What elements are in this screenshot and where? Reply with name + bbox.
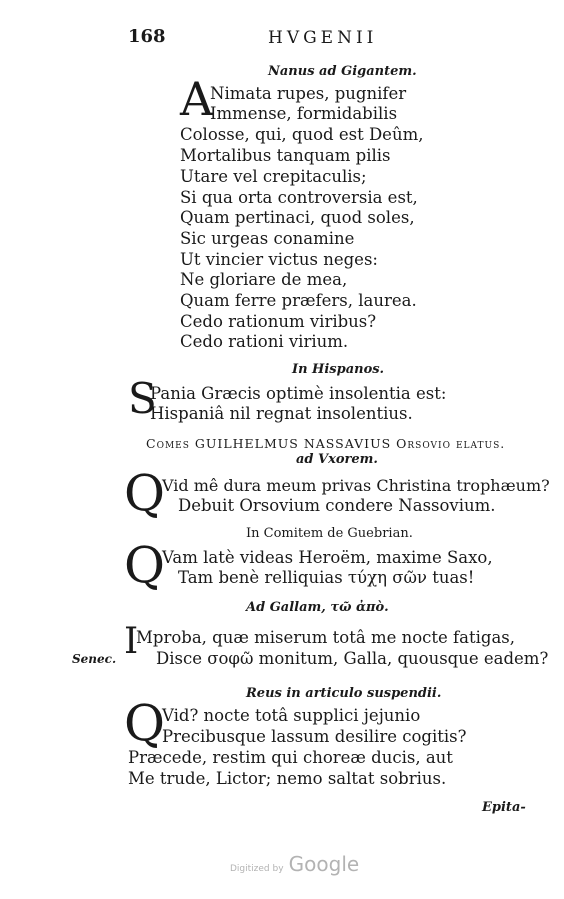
verse-line: Ut vincier victus neges:: [180, 250, 378, 269]
poem-heading: Reus in articulo suspendii.: [246, 686, 442, 701]
google-logo: Google: [288, 852, 360, 876]
poem-heading: Comes GUILHELMUS NASSAVIUS Orsovio elatus.: [146, 436, 506, 451]
verse-line: Vid mê dura meum privas Christina trophæum?: [162, 476, 550, 495]
drop-initial: Q: [124, 536, 165, 594]
margin-note: Senec.: [72, 652, 117, 666]
verse-line: Precibusque lassum desilire cogitis?: [162, 727, 467, 746]
verse-line: Pania Græcis optimè insolentia est:: [150, 384, 447, 403]
verse-line: Mproba, quæ miserum totâ me nocte fatigas,: [136, 628, 516, 647]
poem-heading: Nanus ad Gigantem.: [268, 64, 417, 79]
watermark-prefix: Digitized by: [230, 864, 284, 874]
verse-line: Debuit Orsovium condere Nassovium.: [178, 496, 496, 515]
drop-initial: Q: [124, 464, 165, 522]
verse-line: Quam ferre præfers, laurea.: [180, 291, 417, 310]
drop-initial: S: [128, 374, 157, 423]
verse-line: Utare vel crepitaculis;: [180, 167, 367, 186]
poem-heading: In Hispanos.: [292, 362, 385, 377]
poem-subheading: ad Vxorem.: [296, 452, 378, 467]
verse-line: Vid? nocte totâ supplici jejunio: [162, 706, 421, 725]
verse-line: Immense, formidabilis: [210, 104, 398, 123]
verse-line: Præcede, restim qui choreæ ducis, aut: [128, 748, 453, 767]
verse-line: Si qua orta controversia est,: [180, 188, 418, 207]
drop-initial: I: [124, 621, 139, 662]
drop-initial: A: [180, 72, 214, 126]
verse-line: Me trude, Lictor; nemo saltat sobrius.: [128, 769, 447, 788]
poem-heading: Ad Gallam, τῶ ἀπὸ.: [246, 600, 389, 615]
verse-line: Vam latè videas Heroëm, maxime Saxo,: [162, 548, 493, 567]
digitization-watermark: [230, 852, 359, 876]
verse-line: Nimata rupes, pugnifer: [210, 84, 407, 103]
verse-line: Hispaniâ nil regnat insolentius.: [150, 404, 413, 423]
verse-line: Cedo rationum viribus?: [180, 312, 377, 331]
verse-line: Ne gloriare de mea,: [180, 270, 348, 289]
poem-heading: In Comitem de Guebrian.: [246, 526, 413, 541]
catchword: Epita-: [482, 800, 526, 815]
verse-line: Cedo rationi virium.: [180, 332, 349, 351]
verse-line: Disce σοφῶ monitum, Galla, quousque eadem?: [156, 649, 549, 668]
verse-line: Quam pertinaci, quod soles,: [180, 208, 415, 227]
verse-line: Tam benè relliquias τύχη σῶν tuas!: [178, 568, 475, 587]
running-head: HVGENII: [268, 28, 378, 48]
drop-initial: Q: [124, 694, 165, 752]
verse-line: Mortalibus tanquam pilis: [180, 146, 391, 165]
verse-line: Sic urgeas conamine: [180, 229, 355, 248]
verse-line: Colosse, qui, quod est Deûm,: [180, 125, 424, 144]
page-number: 168: [128, 26, 166, 47]
